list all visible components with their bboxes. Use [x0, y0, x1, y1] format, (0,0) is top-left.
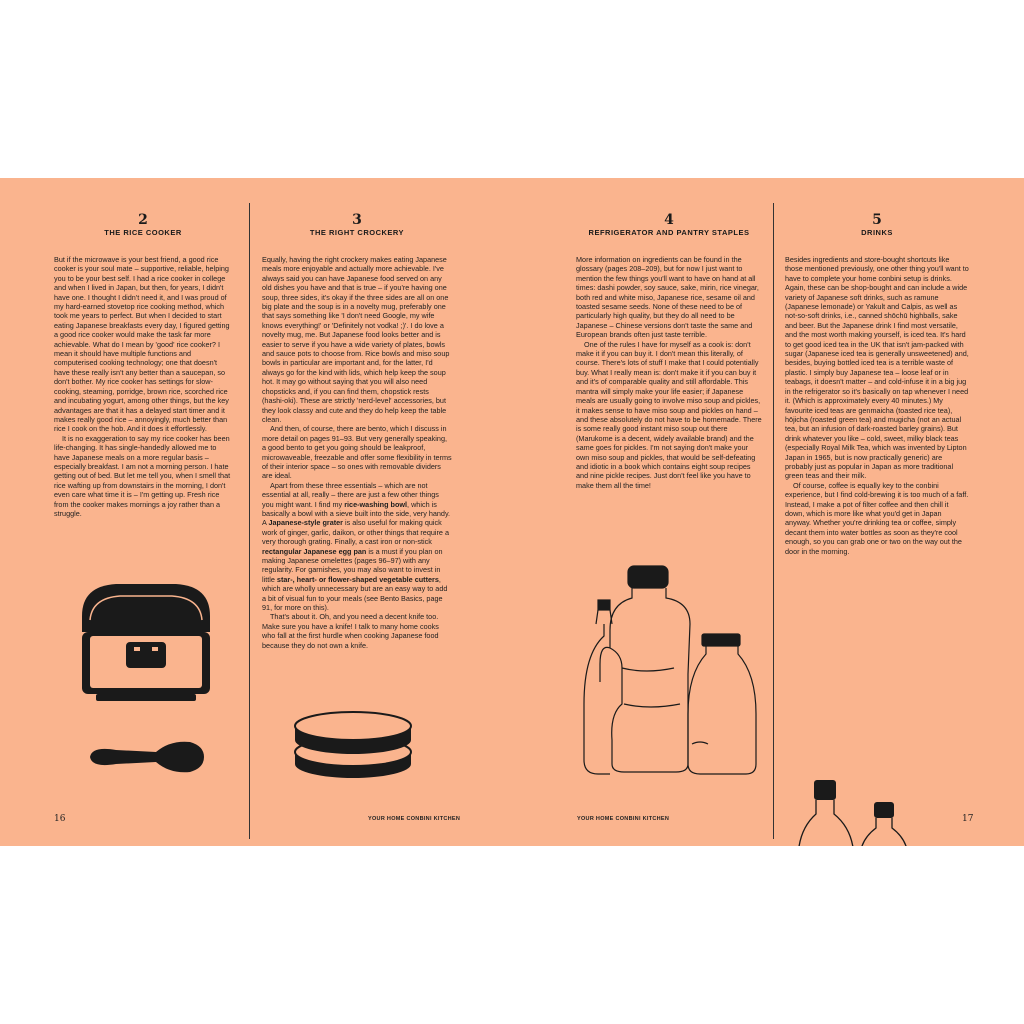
page-number-right: 17 — [962, 814, 974, 824]
section-body — [785, 255, 969, 556]
bold-term: rice-washing bowl — [344, 499, 408, 509]
paragraph: Apart from these three essentials – which are not essential at all, really – there are just a few other things you might want. I find my rice-washing bowl, which is basically a bowl with a sieve built into the side, very handy. A Japanese-style grater is also useful for making quick work of ginger, garlic, daikon, or other things that require a very thorough grating. Finally, a cast iron or non-stick rectangular Japanese egg pan is a must if you plan on making Japanese omelettes (pages 96–97) with any regularity. For garnishes, you may also want to invest in little star-, heart- or flower-shaped vegetable cutters, which are wholly unnecessary but are an easy way to add a bit of visual fun to your meals (see Bento Basics, page 91, for more on this). — [262, 480, 451, 613]
section-right-crockery — [262, 178, 452, 650]
paragraph: That's about it. Oh, and you need a decent knife too. Make sure you have a knife! I talk to many home cooks who fall at the first hurdle when cooking Japanese food because they do not own a knife. — [262, 612, 439, 650]
section-title: DRINKS — [861, 228, 893, 237]
section-rice-cooker — [54, 178, 232, 518]
section-body — [576, 255, 762, 490]
paragraph: Equally, having the right crockery makes eating Japanese meals more enjoyable and actually more achievable. I've always said you can have Japanese food served on any old dishes you have and that is true – if you're having one soup, three sides, it's okay if the three sides are all on one big plate and the soup is in a novelty mug, preferably one that says something like 'I don't need Google, my wife knows everything!' or 'Definitely not vodka! ;)'. I do love a novelty mug, me. But Japanese food looks better and is easier to serve if you have a wide variety of plates, bowls and sauce pots to choose from. Rice bowls and miso soup bowls in particular are important and, for the latter, I'd always go for the kind with lids, which help keep the soup hot. It may go without saying that you will also need chopsticks and, if you can find them, chopstick rests (hashi-oki). These are strictly 'nerd-level' accessories, but they look classy and cute and they do help keep the table clean. — [262, 255, 450, 424]
paragraph: Besides ingredients and store-bought shortcuts like those mentioned previously, one other thing you'll want to have to complete your home conbini setup is drinks. Again, these can be shop-bought and can include a wide variety of Japanese soft drinks, such as ramune (Japanese lemonade) or Yakult and Calpis, as well as not-so-soft drinks, i.e., canned shōchū highballs, sake and beer. But the Japanese drink I find most versatile, and the most worth making yourself, is iced tea. It's hard to get good iced tea in the UK that isn't jam-packed with sugar (Japanese iced tea is generally unsweetened) and, besides, buying bottled iced tea is a terrible waste of plastic. I simply buy Japanese tea – loose leaf or in teabags, it doesn't matter – and cold-infuse it in a big jug in the refrigerator so it's basically on tap whenever I need it. (Which is approximately every 40 minutes.) My favourite iced teas are genmaicha (toasted rice tea), hōjicha (roasted green tea) and mugicha (not an actual tea, but an infusion of dark-roasted barley grains). But drink whatever you like – cold, sweet, milky black teas (especially Royal Milk Tea, which was invented by Lipton Japan in 1965, but is now practically generic) are probably just as popular in Japan as more traditional green teas and their milk. — [785, 255, 969, 481]
section-title: THE RIGHT CROCKERY — [309, 228, 405, 237]
paragraph: And then, of course, there are bento, which I discuss in more detail on pages 91–93. But very generally speaking, a good bento to get you going should be leakproof, microwaveable, freezable and offer some flexibility in terms of their interior space – so ones with removable dividers are ideal. — [262, 424, 452, 481]
section-title: REFRIGERATOR AND PANTRY STAPLES — [588, 228, 750, 237]
section-body — [262, 255, 452, 650]
stacked-plates-illustration — [293, 708, 413, 780]
bold-term: Japanese-style grater — [268, 518, 344, 528]
section-drinks — [785, 178, 969, 556]
paragraph: One of the rules I have for myself as a cook is: don't make it if you can buy it. I don't mean this literally, of course. There's lots of stuff I make that I could potentially buy. What I really mean is: don't make it if you can buy it and it's of comparable quality and still affordable. This mantra will simply make your life easier; if Japanese meals are usually going to involve miso soup and pickles, it makes sense to have miso soup and pickles on hand – and these absolutely do not have to be homemade. There is some really good instant miso soup out there (Marukome is a decent, widely available brand) and the same goes for pickles. I'm not saying don't make your own miso soup and pickles, that would be self-defeating and idiotic in a book which contains eight soup recipes and nine pickle recipes. Just don't feel like you have to make them all the time! — [576, 339, 762, 490]
section-number: 4 — [664, 212, 674, 228]
page-number-left: 16 — [54, 814, 66, 824]
section-title: THE RICE COOKER — [104, 228, 182, 237]
sauce-bottles-illustration — [580, 564, 766, 780]
rice-paddle-illustration — [86, 738, 206, 776]
section-number: 2 — [138, 212, 148, 228]
paragraph: Of course, coffee is equally key to the conbini experience, but I find cold-brewing it is too much of a faff. Instead, I make a pot of filter coffee and then chill it down, which is more like what you'd get in Japan anyway. Whether you're drinking tea or coffee, simply decant them into water bottles as soon as they're cool enough, so you can grab one or two on the way out the door in the morning. — [785, 480, 969, 556]
column-divider — [249, 203, 250, 839]
rice-cooker-illustration — [76, 576, 216, 704]
section-pantry-staples — [576, 178, 762, 490]
paragraph: More information on ingredients can be found in the glossary (pages 208–209), but for now I just want to mention the few things you'll want to have on hand at all times: dashi powder, soy sauce, sake, mirin, rice vinegar, both red and white miso, Japanese rice, sesame oil and toasted sesame seeds. None of these need to be of particularly high quality, but they do all need to be Japanese – Chinese versions don't taste the same and European brands often just taste terrible. — [576, 255, 759, 340]
section-number: 5 — [872, 212, 882, 228]
column-divider — [773, 203, 774, 839]
paragraph: But if the microwave is your best friend, a good rice cooker is your soul mate – supportive, reliable, helping you to be your best self. I had a rice cooker in college and when I lived in Japan, but then, for years, I didn't have one. I thought I didn't need it, and I was proud of my hard-earned stovetop rice cooking method, which took me years to perfect. But when I decided to start eating Japanese breakfasts every day, I figured getting a good rice cooker would make the task far more achievable. What do I mean by 'good' rice cooker? I mean it should have multiple functions and computerised cooking technology; one that doesn't have these really isn't any better than a saucepan, so don't bother. My rice cooker has settings for slow-cooking, steaming, porridge, brown rice, scorched rice and incubating yogurt, among other things, but the key advantages are that it has a delayed start timer and it makes really good rice – annoyingly, much better than rice I cook on the hob. And it does it effortlessly. — [54, 255, 230, 434]
bold-term: rectangular Japanese egg pan — [262, 546, 367, 556]
running-title-right: YOUR HOME CONBINI KITCHEN — [577, 816, 670, 822]
book-spread — [0, 178, 1024, 846]
running-title-left: YOUR HOME CONBINI KITCHEN — [368, 816, 461, 822]
bold-term: star-, heart- or flower-shaped vegetable cutters — [276, 574, 439, 584]
paragraph: It is no exaggeration to say my rice cooker has been life-changing. It has single-handedly allowed me to have Japanese meals on a more regular basis – especially breakfast. I am not a morning person. I hate getting out of bed. But let me tell you, when I smell that rice wafting up from downstairs in the morning, I don't even care what time it is – I'm getting up. Fresh rice from the cooker makes mornings a joy rather than a struggle. — [54, 433, 231, 518]
section-body — [54, 255, 232, 518]
drink-bottles-illustration — [794, 780, 962, 846]
section-number: 3 — [352, 212, 362, 228]
